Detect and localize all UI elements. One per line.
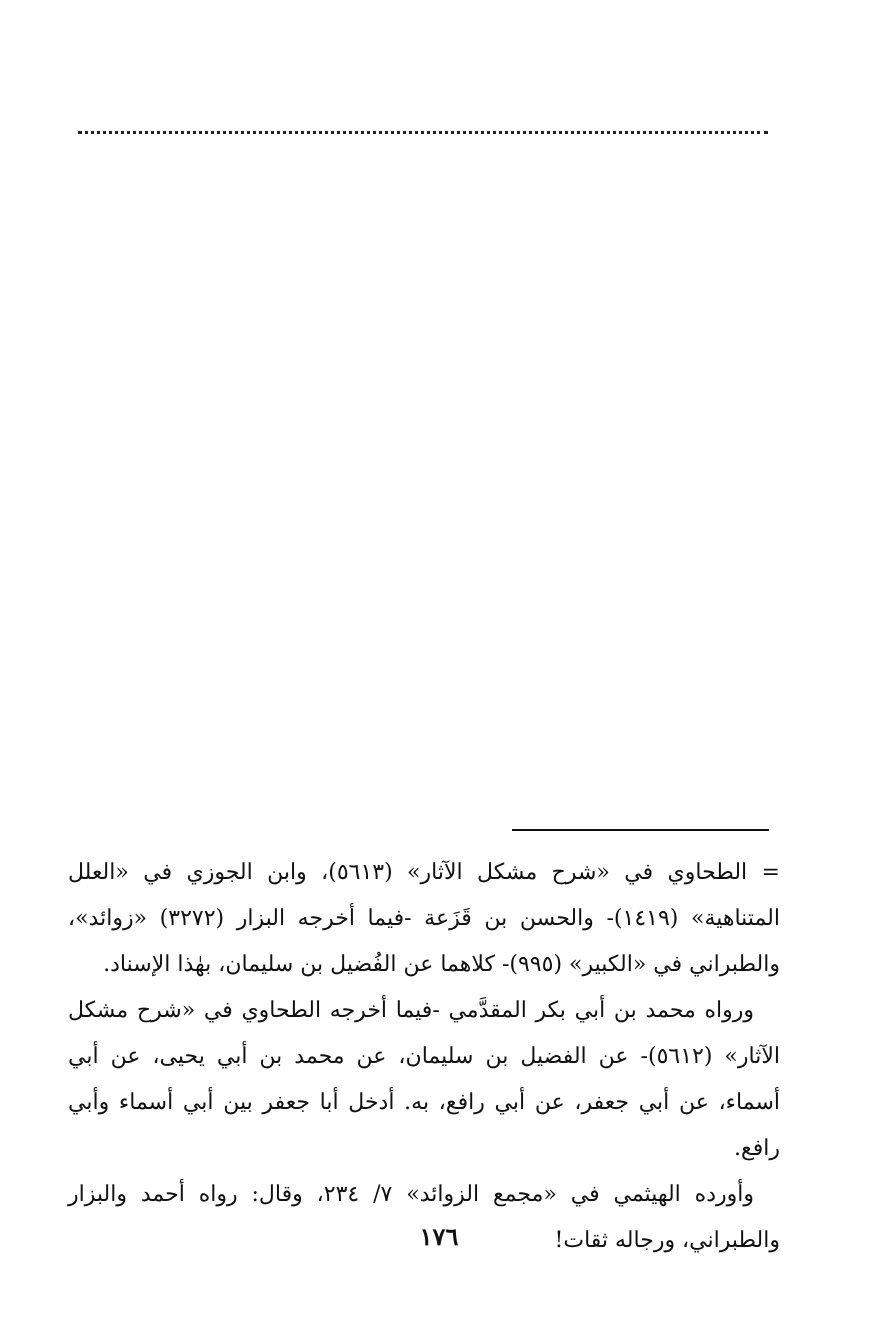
dotted-separator (78, 131, 768, 134)
footnote-separator-rule (512, 829, 769, 831)
footnote-block (68, 850, 780, 1264)
footnote-paragraph-1: = الطحاوي في «شرح مشكل الآثار» (٥٦١٣)، وابن الجوزي في «العلل المتناهية» (١٤١٩)- والحسن بن قَزَعة -فيما أخرجه البزار (٣٢٧٢) «زوائد»، والطبراني في «الكبير» (٩٩٥)- كلاهما عن الفُضيل بن سليمان، بهٰذا الإسناد. (68, 860, 780, 977)
page-number: ١٧٦ (419, 1222, 459, 1251)
footnote-paragraph-3: وأورده الهيثمي في «مجمع الزوائد» ٧/ ٢٣٤، وقال: رواه أحمد والبزار والطبراني، ورجاله ثقات! (68, 1182, 780, 1253)
footnote-paragraph-2: ورواه محمد بن أبي بكر المقدَّمي -فيما أخرجه الطحاوي في «شرح مشكل الآثار» (٥٦١٢)- عن الفضيل بن سليمان، عن محمد بن أبي يحيى، عن أبي أسماء، عن أبي جعفر، عن أبي رافع، به. أدخل أبا جعفر بين أبي أسماء وأبي رافع. (68, 998, 780, 1161)
